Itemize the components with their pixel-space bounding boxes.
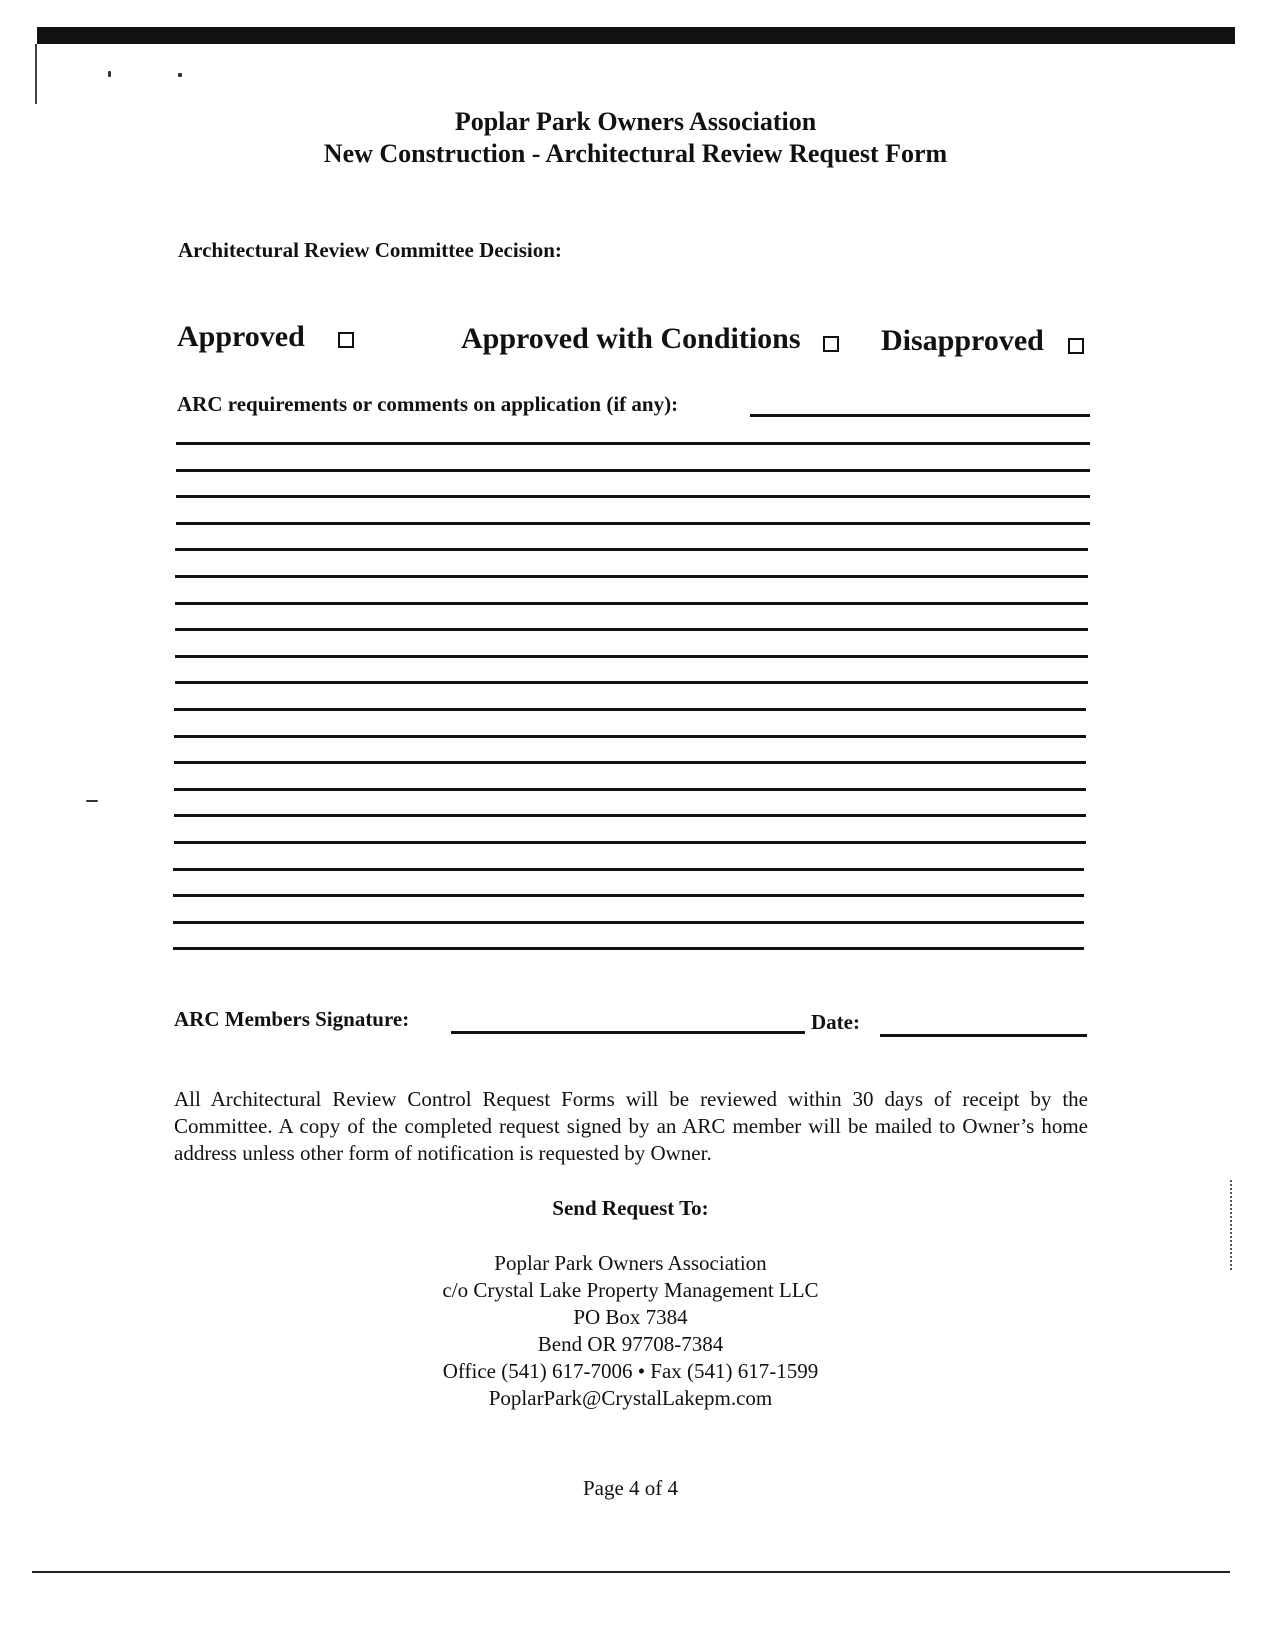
comment-ruled-line[interactable] bbox=[173, 894, 1084, 897]
send-request-heading: Send Request To: bbox=[552, 1196, 709, 1220]
date-input-line[interactable] bbox=[880, 1034, 1087, 1037]
approved-with-conditions-checkbox[interactable] bbox=[823, 336, 839, 352]
disapproved-checkbox[interactable] bbox=[1068, 338, 1084, 354]
comment-ruled-line[interactable] bbox=[176, 442, 1090, 445]
option-approved-with-conditions-label: Approved with Conditions bbox=[461, 322, 801, 355]
date-label: Date: bbox=[811, 1010, 860, 1034]
scan-speck bbox=[86, 800, 98, 802]
comments-label: ARC requirements or comments on application (if any): bbox=[177, 392, 679, 416]
address-line-organization: Poplar Park Owners Association bbox=[494, 1251, 767, 1275]
comment-ruled-line[interactable] bbox=[175, 575, 1088, 578]
comment-ruled-line[interactable] bbox=[173, 921, 1084, 924]
comments-input-line[interactable] bbox=[750, 414, 1090, 417]
comment-ruled-line[interactable] bbox=[173, 947, 1084, 950]
mailing-address-block bbox=[0, 1250, 1261, 1412]
address-line-po-box: PO Box 7384 bbox=[573, 1305, 688, 1329]
comment-ruled-line[interactable] bbox=[175, 655, 1088, 658]
comment-ruled-line[interactable] bbox=[176, 522, 1090, 525]
comment-ruled-line[interactable] bbox=[175, 628, 1088, 631]
decision-label: Architectural Review Committee Decision: bbox=[178, 238, 562, 262]
comment-ruled-line[interactable] bbox=[174, 814, 1086, 817]
approved-checkbox[interactable] bbox=[338, 332, 354, 348]
option-disapproved-label: Disapproved bbox=[881, 324, 1044, 357]
comment-ruled-line[interactable] bbox=[174, 735, 1086, 738]
address-line-care-of: c/o Crystal Lake Property Management LLC bbox=[442, 1278, 819, 1302]
address-line-phone-fax: Office (541) 617-7006 • Fax (541) 617-1599 bbox=[442, 1359, 819, 1383]
comment-ruled-line[interactable] bbox=[173, 868, 1084, 871]
review-notice-paragraph: All Architectural Review Control Request Forms will be reviewed within 30 days of receipt by the Committee. A copy of the completed request signed by an ARC member will be mailed to Owner’s home address unless other form of notification is requested by Owner. bbox=[174, 1087, 1088, 1165]
comment-ruled-line[interactable] bbox=[176, 495, 1090, 498]
comment-ruled-line[interactable] bbox=[174, 841, 1086, 844]
scan-speck bbox=[108, 71, 111, 77]
address-line-city: Bend OR 97708-7384 bbox=[537, 1332, 724, 1356]
comment-ruled-line[interactable] bbox=[174, 788, 1086, 791]
scan-speck bbox=[178, 73, 182, 77]
comment-ruled-line[interactable] bbox=[175, 681, 1088, 684]
comment-ruled-line[interactable] bbox=[175, 602, 1088, 605]
comment-ruled-line[interactable] bbox=[175, 548, 1088, 551]
option-approved-label: Approved bbox=[177, 320, 305, 353]
top-border-bar bbox=[37, 27, 1235, 44]
comment-ruled-line[interactable] bbox=[176, 469, 1090, 472]
comment-ruled-line[interactable] bbox=[174, 761, 1086, 764]
scan-left-edge bbox=[35, 44, 37, 104]
signature-label: ARC Members Signature: bbox=[174, 1007, 410, 1031]
organization-title: Poplar Park Owners Association bbox=[454, 107, 817, 136]
comment-ruled-line[interactable] bbox=[174, 708, 1086, 711]
address-line-email: PoplarPark@CrystalLakepm.com bbox=[488, 1386, 773, 1410]
page-number: Page 4 of 4 bbox=[582, 1476, 679, 1500]
form-title: New Construction - Architectural Review Request Form bbox=[323, 139, 948, 168]
bottom-border-rule bbox=[32, 1571, 1230, 1573]
signature-input-line[interactable] bbox=[451, 1031, 805, 1034]
